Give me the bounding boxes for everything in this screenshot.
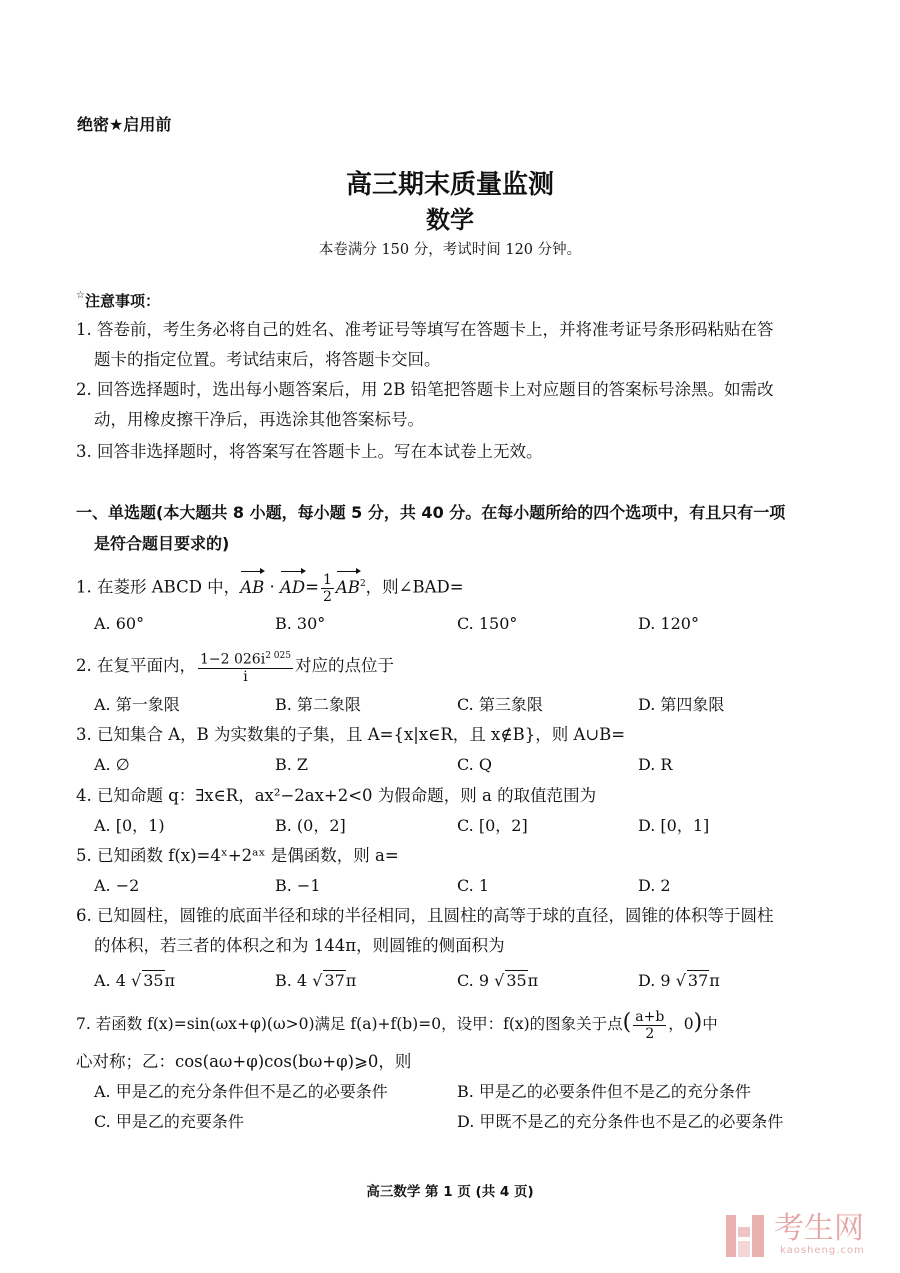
question-4-option-c: C. [0，2] bbox=[457, 816, 528, 835]
question-7-option-b: B. 甲是乙的必要条件但不是乙的充分条件 bbox=[457, 1082, 751, 1101]
notice-heading: ☆注意事项： bbox=[76, 290, 160, 310]
question-7-stem-line-2: 心对称；乙：cos(aω+φ)cos(bω+φ)⩾0，则 bbox=[76, 1052, 412, 1071]
notice-item-1-line-2: 题卡的指定位置。考试结束后，将答题卡交回。 bbox=[94, 350, 441, 369]
secret-label: 绝密★启用前 bbox=[77, 115, 172, 134]
question-3-option-d: D. R bbox=[638, 755, 673, 774]
question-3-option-c: C. Q bbox=[457, 755, 492, 774]
question-7-option-c: C. 甲是乙的充要条件 bbox=[94, 1112, 244, 1131]
notice-item-2-line-1: 2. 回答选择题时，选出每小题答案后，用 2B 铅笔把答题卡上对应题目的答案标号涂黑。如需改 bbox=[76, 380, 774, 399]
subject-title: 数学 bbox=[426, 206, 474, 234]
question-3-stem: 3. 已知集合 A，B 为实数集的子集，且 A={x|x∈R，且 x∉B}，则 A∪B= bbox=[76, 725, 626, 744]
question-6-option-c: C. 9 √ 35π bbox=[457, 971, 539, 990]
exam-info: 本卷满分 150 分，考试时间 120 分钟。 bbox=[318, 242, 582, 258]
question-1-option-b: B. 30° bbox=[275, 614, 326, 633]
watermark-icon bbox=[724, 1213, 768, 1259]
question-6-stem-line-1: 6. 已知圆柱，圆锥的底面半径和球的半径相同，且圆柱的高等于球的直径，圆锥的体积等于圆柱 bbox=[76, 906, 774, 925]
page-title: 高三期末质量监测 bbox=[345, 170, 554, 200]
watermark-url: kaosheng.com bbox=[780, 1245, 865, 1256]
question-1-stem: 1. 在菱形 ABCD 中，AB · AD= $\frac{1}{2}$ $AB^2$，则∠BAD= bbox=[76, 571, 464, 605]
question-2-option-b: B. 第二象限 bbox=[275, 695, 361, 714]
notice-item-2-line-2: 动，用橡皮擦干净后，再选涂其他答案标号。 bbox=[94, 410, 424, 429]
question-4-stem: 4. 已知命题 q：∃x∈R，ax²−2ax+2<0 为假命题，则 a 的取值范围为 bbox=[76, 786, 597, 805]
section-heading-line-1: 一、单选题(本大题共 8 小题，每小题 5 分，共 40 分。在每小题所给的四个选项中，有且只有一项 bbox=[76, 503, 786, 522]
question-4-option-d: D. [0，1] bbox=[638, 816, 710, 835]
question-6-stem-line-2: 的体积，若三者的体积之和为 144π，则圆锥的侧面积为 bbox=[94, 936, 505, 955]
question-1-option-a: A. 60° bbox=[94, 614, 145, 633]
question-5-option-a: A. −2 bbox=[94, 876, 140, 895]
question-5-option-d: D. 2 bbox=[638, 876, 671, 895]
question-1-option-d: D. 120° bbox=[638, 614, 699, 633]
notice-item-1-line-1: 1. 答卷前，考生务必将自己的姓名、准考证号等填写在答题卡上，并将准考证号条形码粘贴在答 bbox=[76, 320, 774, 339]
watermark-text: 考生网 bbox=[774, 1211, 864, 1246]
question-6-option-d: D. 9 √ 37π bbox=[638, 971, 720, 990]
question-1-option-c: C. 150° bbox=[457, 614, 518, 633]
question-2-option-c: C. 第三象限 bbox=[457, 695, 543, 714]
question-3-option-b: B. Z bbox=[275, 755, 309, 774]
question-4-option-b: B. (0，2] bbox=[275, 816, 346, 835]
question-2-option-d: D. 第四象限 bbox=[638, 695, 725, 714]
question-7-option-d: D. 甲既不是乙的充分条件也不是乙的必要条件 bbox=[457, 1112, 784, 1131]
question-2-option-a: A. 第一象限 bbox=[94, 695, 180, 714]
page-footer: 高三数学 第 1 页 (共 4 页) bbox=[366, 1184, 534, 1200]
question-7-option-a: A. 甲是乙的充分条件但不是乙的必要条件 bbox=[94, 1082, 388, 1101]
notice-item-3: 3. 回答非选择题时，将答案写在答题卡上。写在本试卷上无效。 bbox=[76, 442, 543, 461]
question-4-option-a: A. [0，1) bbox=[94, 816, 165, 835]
question-6-option-a: A. 4 √ 35π bbox=[94, 971, 176, 990]
watermark-logo bbox=[724, 1213, 874, 1259]
question-2-stem: 2. 在复平面内， $\frac{1-2 026i^{2 025}}{i}$ 对应的点位于 bbox=[76, 648, 394, 685]
section-heading-line-2: 是符合题目要求的) bbox=[94, 534, 230, 553]
question-5-stem: 5. 已知函数 f(x)=4ˣ+2ᵃˣ 是偶函数，则 a= bbox=[76, 846, 399, 865]
question-5-option-b: B. −1 bbox=[275, 876, 321, 895]
question-3-option-a: A. ∅ bbox=[94, 755, 130, 774]
question-5-option-c: C. 1 bbox=[457, 876, 490, 895]
question-6-option-b: B. 4 √ 37π bbox=[275, 971, 357, 990]
question-7-stem-line-1: 7. 若函数 f(x)=sin(ωx+φ)(ω>0)满足 f(a)+f(b)=0，设甲：f(x)的图象关于点( $\frac{a+b}{2}$ ，0)中 bbox=[76, 1008, 718, 1042]
